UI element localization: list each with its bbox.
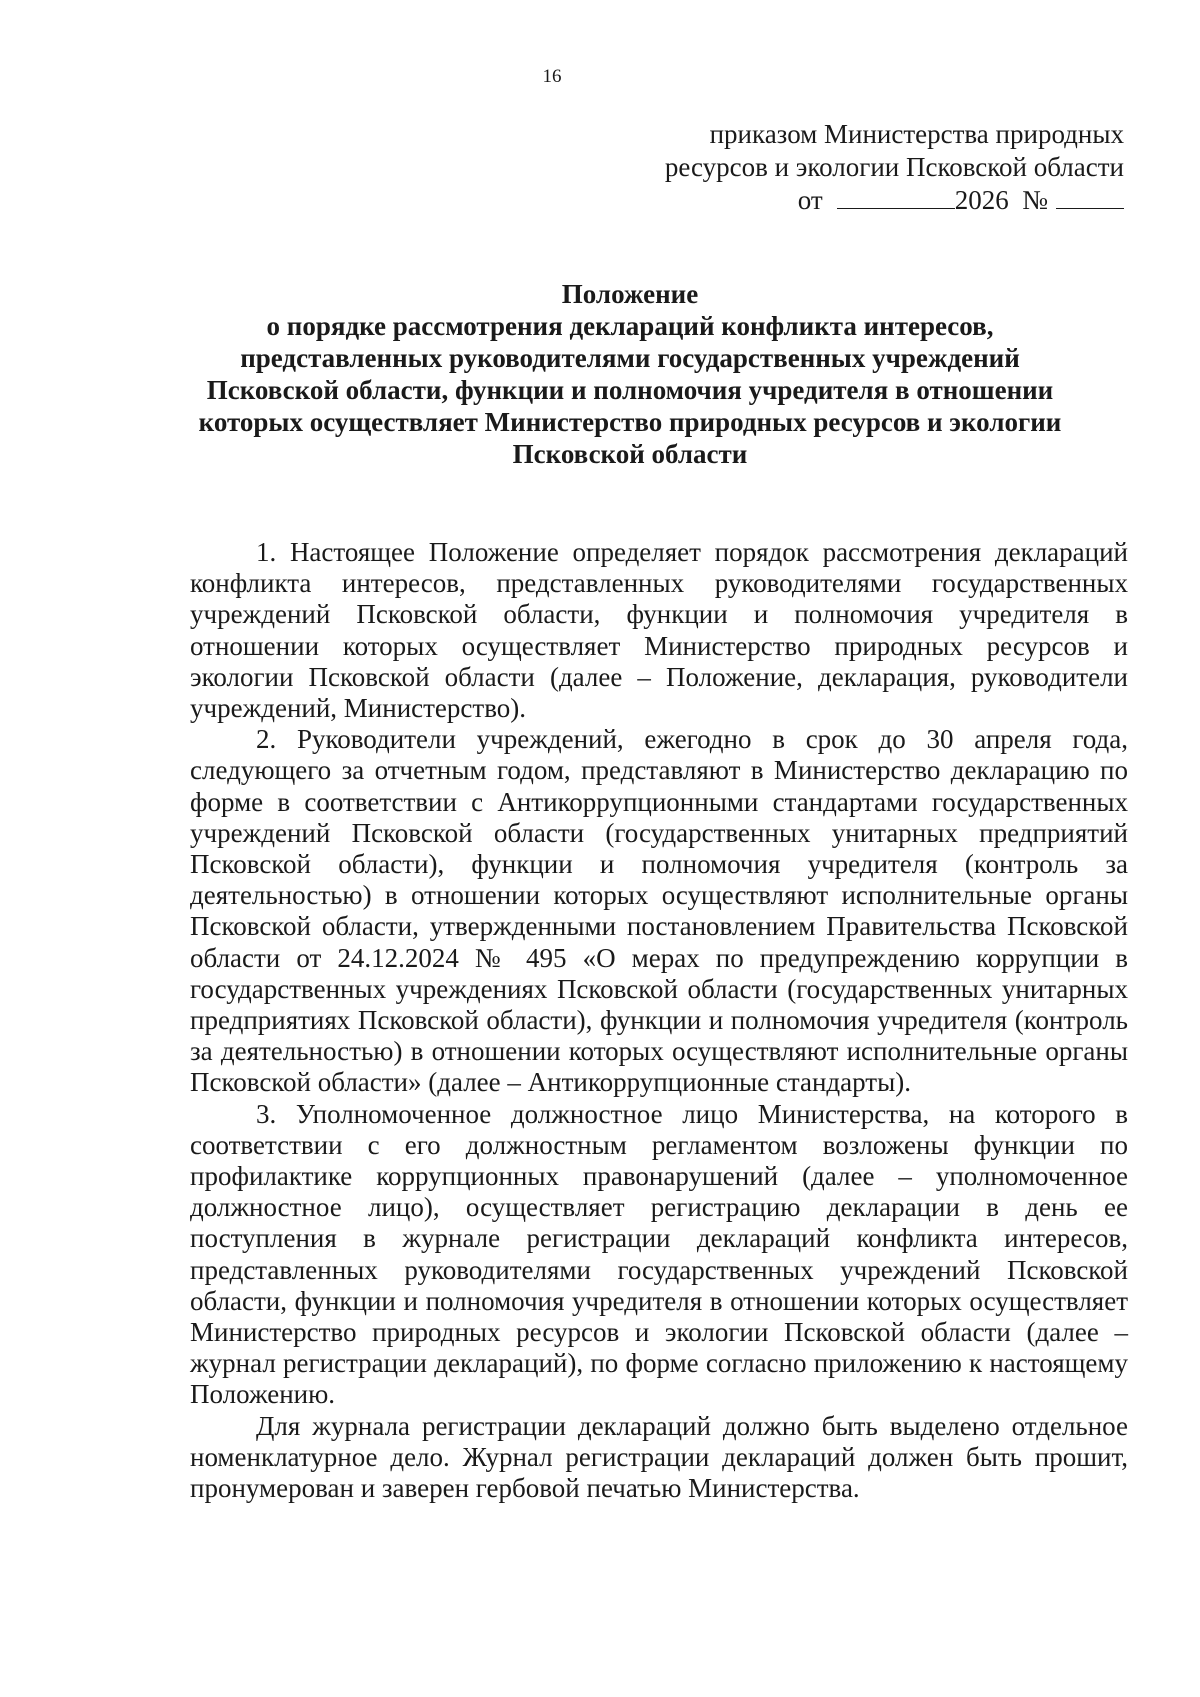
title-line-6: Псковской области — [512, 439, 748, 469]
title-line-3: представленных руководителями государственных учреждений — [240, 343, 1020, 373]
document-body — [190, 537, 1128, 1504]
document-title — [190, 278, 1070, 470]
paragraph-4: Для журнала регистрации деклараций должно быть выделено отдельное номенклатурное дело. Журнал регистрации деклараций должен быть прошит, пронумерован и заверен гербовой печатью Министерства. — [190, 1410, 1128, 1504]
paragraph-2: 2. Руководители учреждений, ежегодно в срок до 30 апреля года, следующего за отчетным годом, представляют в Министерство декларацию по форме в соответствии с Антикоррупционными стандартами государственных учреждений Псковской области (государственных унитарных предприятий Псковской области), функции и полномочия учредителя (контроль за деятельностью) в отношении которых осуществляют исполнительные органы Псковской области, утвержденными постановлением Правительства Псковской области от 24.12.2024 № 495 «О мерах по предупреждению коррупции в государственных учреждениях Псковской области (государственных унитарных предприятиях Псковской области), функции и полномочия учредителя (контроль за деятельностью) в отношении которых осуществляют исполнительные органы Псковской области» (далее – Антикоррупционные стандарты). — [190, 724, 1128, 1098]
paragraph-1: 1. Настоящее Положение определяет порядок рассмотрения деклараций конфликта интересов, представленных руководителями государственных учреждений Псковской области, функции и полномочия учредителя в отношении которых осуществляет Министерство природных ресурсов и экологии Псковской области (далее – Положение, декларация, руководители учреждений, Министерство). — [190, 537, 1128, 724]
title-line-4: Псковской области, функции и полномочия учредителя в отношении — [206, 375, 1054, 405]
approval-line-2: ресурсов и экологии Псковской области — [664, 152, 1124, 182]
date-prefix: от — [797, 185, 823, 215]
date-blank — [837, 184, 955, 209]
number-blank — [1056, 184, 1124, 209]
paragraph-3: 3. Уполномоченное должностное лицо Министерства, на которого в соответствии с его должностным регламентом возложены функции по профилактике коррупционных правонарушений (далее – уполномоченное должностное лицо), осуществляет регистрацию декларации в день ее поступления в журнале регистрации деклараций конфликта интересов, представленных руководителями государственных учреждений Псковской области, функции и полномочия учредителя в отношении которых осуществляет Министерство природных ресурсов и экологии Псковской области (далее – журнал регистрации деклараций), по форме согласно приложению к настоящему Положению. — [190, 1098, 1128, 1410]
approval-date-line — [604, 184, 1124, 217]
approval-block — [604, 118, 1124, 217]
approval-line-1: приказом Министерства природных — [709, 119, 1124, 149]
title-line-5: которых осуществляет Министерство природных ресурсов и экологии — [198, 407, 1062, 437]
title-line-1: Положение — [561, 279, 699, 309]
number-sign: № — [1022, 185, 1048, 215]
page-number: 16 — [542, 66, 562, 87]
approval-year: 2026 — [954, 185, 1009, 215]
title-line-2: о порядке рассмотрения деклараций конфликта интересов, — [266, 311, 994, 341]
